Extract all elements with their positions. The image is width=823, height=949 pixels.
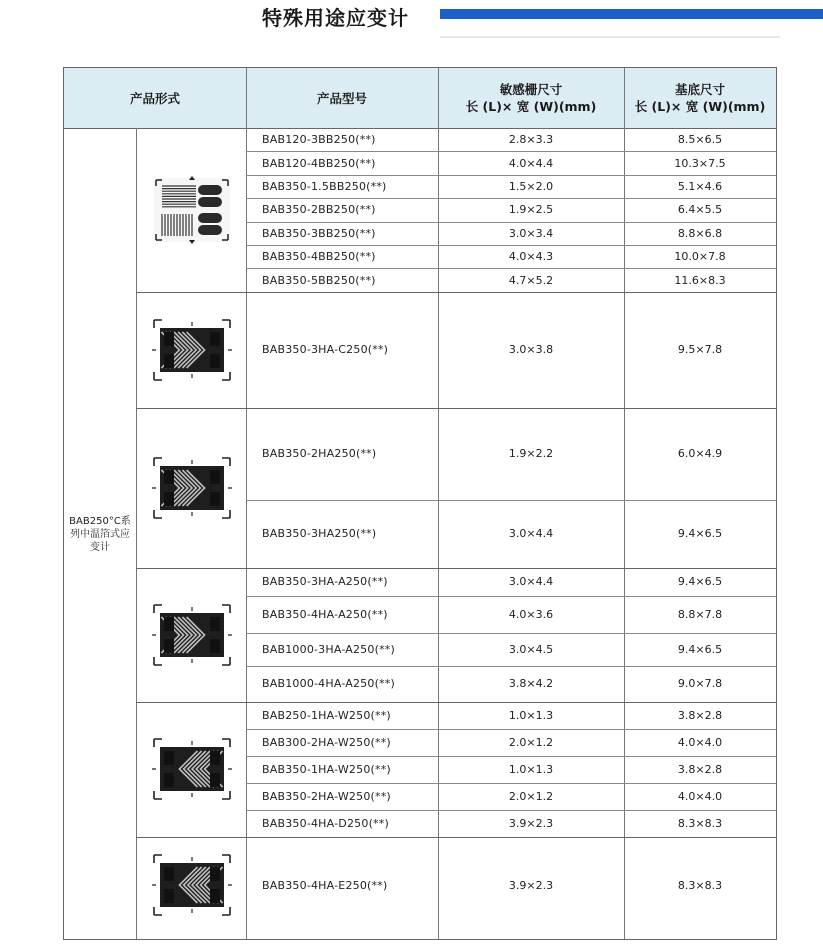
model-cell: BAB350-2HA-W250(**) xyxy=(262,789,391,803)
grid-size-cell: 1.9×2.2 xyxy=(508,447,554,461)
ha-w-chevron-gauge-image xyxy=(150,727,234,811)
base-size-cell: 8.5×6.5 xyxy=(677,133,723,147)
bb-half-bridge-gauge-image xyxy=(150,168,234,252)
base-size-cell: 3.8×2.8 xyxy=(677,708,723,722)
base-size-cell: 9.0×7.8 xyxy=(677,677,723,691)
model-cell: BAB350-4HA-A250(**) xyxy=(262,607,388,621)
base-size-cell: 8.3×8.3 xyxy=(677,878,723,892)
grid-size-cell: 2.8×3.3 xyxy=(508,133,554,147)
grid-size-cell: 1.9×2.5 xyxy=(508,203,554,217)
base-size-cell: 9.4×6.5 xyxy=(677,527,723,541)
ha-e-chevron-gauge-image xyxy=(150,843,234,927)
grid-size-cell: 3.8×4.2 xyxy=(508,677,554,691)
base-size-cell: 5.1×4.6 xyxy=(677,179,723,193)
model-cell: BAB350-4HA-D250(**) xyxy=(262,816,389,830)
column-divider xyxy=(136,128,137,939)
title-accent-bar xyxy=(440,9,823,19)
ha-a-chevron-gauge-image xyxy=(150,593,234,677)
series-label: BAB250°C系列中温箔式应变计 xyxy=(69,515,131,553)
header-grid-size: 敏感栅尺寸 长 (L)× 宽 (W)(mm) xyxy=(438,68,624,128)
model-cell: BAB350-2BB250(**) xyxy=(262,203,376,217)
model-cell: BAB350-3HA250(**) xyxy=(262,527,377,541)
grid-size-cell: 1.0×1.3 xyxy=(508,762,554,776)
model-cell: BAB350-4HA-E250(**) xyxy=(262,878,388,892)
ha-c-chevron-gauge-image xyxy=(150,308,234,392)
model-cell: BAB250-1HA-W250(**) xyxy=(262,708,391,722)
model-cell: BAB350-3BB250(**) xyxy=(262,226,376,240)
ha-chevron-gauge-image xyxy=(150,446,234,530)
base-size-cell: 10.0×7.8 xyxy=(674,250,726,264)
base-size-cell: 11.6×8.3 xyxy=(674,273,726,287)
base-size-cell: 9.5×7.8 xyxy=(677,343,723,357)
grid-size-cell: 3.0×3.8 xyxy=(508,343,554,357)
grid-size-cell: 1.5×2.0 xyxy=(508,179,554,193)
base-size-cell: 8.8×7.8 xyxy=(677,607,723,621)
grid-size-cell: 3.9×2.3 xyxy=(508,816,554,830)
model-cell: BAB350-1HA-W250(**) xyxy=(262,762,391,776)
base-size-cell: 8.3×8.3 xyxy=(677,816,723,830)
grid-size-cell: 3.0×4.4 xyxy=(508,575,554,589)
model-cell: BAB120-4BB250(**) xyxy=(262,156,376,170)
base-size-cell: 8.8×6.8 xyxy=(677,226,723,240)
grid-size-cell: 1.0×1.3 xyxy=(508,708,554,722)
base-size-cell: 6.0×4.9 xyxy=(677,447,723,461)
grid-size-cell: 2.0×1.2 xyxy=(508,789,554,803)
model-cell: BAB350-3HA-C250(**) xyxy=(262,343,389,357)
model-cell: BAB350-3HA-A250(**) xyxy=(262,575,388,589)
grid-size-cell: 4.7×5.2 xyxy=(508,273,554,287)
base-size-cell: 10.3×7.5 xyxy=(674,156,726,170)
model-cell: BAB350-4BB250(**) xyxy=(262,250,376,264)
model-cell: BAB350-5BB250(**) xyxy=(262,273,376,287)
model-cell: BAB1000-3HA-A250(**) xyxy=(262,642,395,656)
model-cell: BAB120-3BB250(**) xyxy=(262,133,376,147)
grid-size-cell: 3.0×4.5 xyxy=(508,642,554,656)
header-model: 产品型号 xyxy=(246,68,438,128)
title-accent-rule xyxy=(440,36,780,38)
header-base-size: 基底尺寸 长 (L)× 宽 (W)(mm) xyxy=(624,68,776,128)
product-table xyxy=(63,67,777,940)
base-size-cell: 9.4×6.5 xyxy=(677,642,723,656)
grid-size-cell: 2.0×1.2 xyxy=(508,735,554,749)
base-size-cell: 4.0×4.0 xyxy=(677,789,723,803)
grid-size-cell: 4.0×3.6 xyxy=(508,607,554,621)
grid-size-cell: 4.0×4.4 xyxy=(508,156,554,170)
base-size-cell: 6.4×5.5 xyxy=(677,203,723,217)
model-cell: BAB350-2HA250(**) xyxy=(262,447,377,461)
grid-size-cell: 4.0×4.3 xyxy=(508,250,554,264)
model-cell: BAB300-2HA-W250(**) xyxy=(262,735,391,749)
base-size-cell: 4.0×4.0 xyxy=(677,735,723,749)
model-cell: BAB1000-4HA-A250(**) xyxy=(262,677,395,691)
grid-size-cell: 3.9×2.3 xyxy=(508,878,554,892)
page-title: 特殊用途应变计 xyxy=(262,6,409,30)
base-size-cell: 9.4×6.5 xyxy=(677,575,723,589)
header-form: 产品形式 xyxy=(64,68,246,128)
model-cell: BAB350-1.5BB250(**) xyxy=(262,179,387,193)
grid-size-cell: 3.0×4.4 xyxy=(508,527,554,541)
grid-size-cell: 3.0×3.4 xyxy=(508,226,554,240)
base-size-cell: 3.8×2.8 xyxy=(677,762,723,776)
